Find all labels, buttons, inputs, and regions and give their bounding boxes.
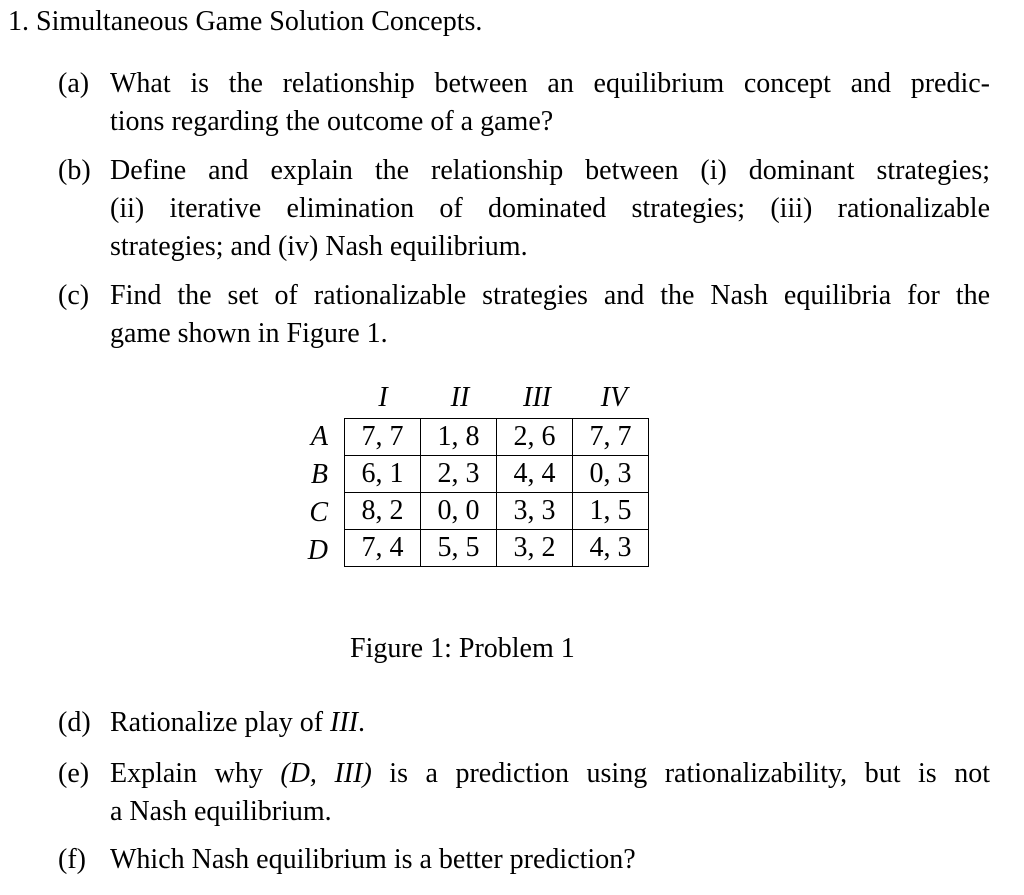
item-d-math: III	[330, 707, 359, 738]
payoff-cell: 3, 3	[497, 493, 573, 530]
payoff-cell: 2, 3	[421, 456, 497, 493]
payoff-cell: 0, 0	[421, 493, 497, 530]
item-b-line-2: (ii) iterative elimination of dominated strategies; (iii) rationalizable	[110, 193, 990, 224]
column-header-III: III	[523, 382, 551, 413]
row-header-A: A	[310, 421, 328, 452]
item-e-line-1	[110, 755, 990, 793]
item-b-line-1: Define and explain the relationship between (i) dominant strategies;	[110, 155, 990, 186]
figure-caption: Figure 1: Problem 1	[350, 633, 575, 664]
column-header-II: II	[450, 382, 470, 413]
item-label-f: (f)	[58, 844, 86, 875]
row-header-D: D	[307, 535, 328, 566]
payoff-cell: 6, 1	[345, 456, 421, 493]
problem-heading: 1. Simultaneous Game Solution Concepts.	[8, 6, 483, 37]
row-header-B: B	[310, 459, 328, 490]
item-e-math: (D, III)	[280, 758, 372, 789]
column-header-IV: IV	[600, 382, 628, 413]
item-a-line-2: tions regarding the outcome of a game?	[110, 106, 554, 137]
payoff-cell: 0, 3	[573, 456, 649, 493]
payoff-cell: 2, 6	[497, 419, 573, 456]
item-label-e: (e)	[58, 758, 90, 789]
item-e-post: is a prediction using rationalizability, but is not	[371, 758, 991, 789]
payoff-matrix	[344, 418, 649, 567]
payoff-cell: 7, 7	[345, 419, 421, 456]
column-header-I: I	[378, 382, 388, 413]
payoff-cell: 7, 4	[345, 530, 421, 567]
item-text-c	[110, 277, 990, 353]
item-a-line-1: What is the relationship between an equilibrium concept and predic-	[110, 68, 990, 99]
payoff-cell: 3, 2	[497, 530, 573, 567]
payoff-cell: 1, 5	[573, 493, 649, 530]
table-row	[345, 493, 649, 530]
item-e-line-2: a Nash equilibrium.	[110, 796, 332, 827]
table-row	[345, 456, 649, 493]
item-text-b	[110, 152, 990, 266]
row-header-C: C	[309, 497, 328, 528]
item-label-a: (a)	[58, 68, 90, 99]
item-label-d: (d)	[58, 707, 91, 738]
item-label-c: (c)	[58, 280, 90, 311]
item-d-period: .	[358, 707, 366, 738]
payoff-cell: 8, 2	[345, 493, 421, 530]
item-label-b: (b)	[58, 155, 91, 186]
item-text-f: Which Nash equilibrium is a better prediction?	[110, 844, 636, 875]
payoff-cell: 7, 7	[573, 419, 649, 456]
item-b-line-3: strategies; and (iv) Nash equilibrium.	[110, 231, 528, 262]
payoff-cell: 4, 4	[497, 456, 573, 493]
table-row	[345, 419, 649, 456]
payoff-cell: 4, 3	[573, 530, 649, 567]
item-text-e	[110, 755, 990, 831]
table-row	[345, 530, 649, 567]
payoff-cell: 5, 5	[421, 530, 497, 567]
item-c-line-1: Find the set of rationalizable strategies and the Nash equilibria for the	[110, 280, 990, 311]
item-text-d	[110, 703, 365, 743]
item-c-line-2: game shown in Figure 1.	[110, 318, 388, 349]
item-d-text: Rationalize play of	[110, 707, 331, 738]
payoff-cell: 1, 8	[421, 419, 497, 456]
item-e-pre: Explain why	[110, 758, 281, 789]
item-text-a	[110, 65, 990, 141]
